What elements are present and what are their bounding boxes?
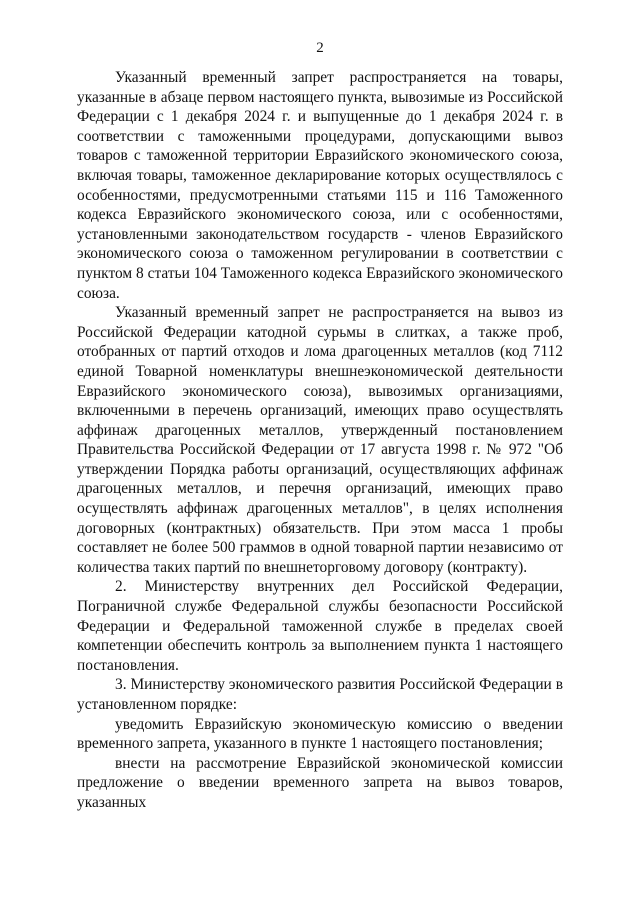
page-number: 2: [316, 40, 324, 56]
paragraph-export-ban-exceptions: Указанный временный запрет не распространяется на вывоз из Российской Федерации катодной сурьмы в слитках, а также проб, отобранных от партий отходов и лома драгоценных металлов (код 7112 единой Товарной номенклатуры внешнеэкономической деятельности Евразийского экономического союза), вывозимых организациями, включенными в перечень организаций, имеющих право осуществлять аффинаж драгоценных металлов, утвержденный постановлением Правительства Российской Федерации от 17 августа 1998 г. № 972 "Об утверждении Порядка работы организаций, осуществляющих аффинаж драгоценных металлов, и перечня организаций, имеющих право осуществлять аффинаж драгоценных металлов", в целях исполнения договорных (контрактных) обязательств. При этом масса 1 пробы составляет не более 500 граммов в одной товарной партии независимо от количества таких партий по внешнеторговому договору (контракту).: [77, 304, 563, 576]
paragraph-notify-commission: уведомить Евразийскую экономическую комиссию о введении временного запрета, указанного в пункте 1 настоящего постановления;: [77, 715, 563, 753]
document-body: [77, 68, 563, 813]
paragraph-submit-proposal: внести на рассмотрение Евразийской экономической комиссии предложение о введении временного запрета на вывоз товаров, указанных: [77, 754, 563, 811]
paragraph-export-ban-scope: Указанный временный запрет распространяется на товары, указанные в абзаце первом настоящего пункта, вывозимые из Российской Федерации с 1 декабря 2024 г. и выпущенные до 1 декабря 2024 г. в соответствии с таможенными процедурами, допускающими вывоз товаров с таможенной территории Евразийского экономического союза, включая товары, таможенное декларирование которых осуществлялось с особенностями, предусмотренными статьями 115 и 116 Таможенного кодекса Евразийского экономического союза, или с особенностями, установленными законодательством государств - членов Евразийского экономического союза о таможенном регулировании в соответствии с пунктом 8 статьи 104 Таможенного кодекса Евразийского экономического союза.: [77, 69, 563, 302]
paragraph-item-2-control: 2. Министерству внутренних дел Российской Федерации, Пограничной службе Федеральной службы безопасности Российской Федерации и Федеральной таможенной службе в пределах своей компетенции обеспечить контроль за выполнением пункта 1 настоящего постановления.: [77, 578, 563, 674]
paragraph-item-3-ministry: 3. Министерству экономического развития Российской Федерации в установленном порядке:: [77, 676, 563, 713]
